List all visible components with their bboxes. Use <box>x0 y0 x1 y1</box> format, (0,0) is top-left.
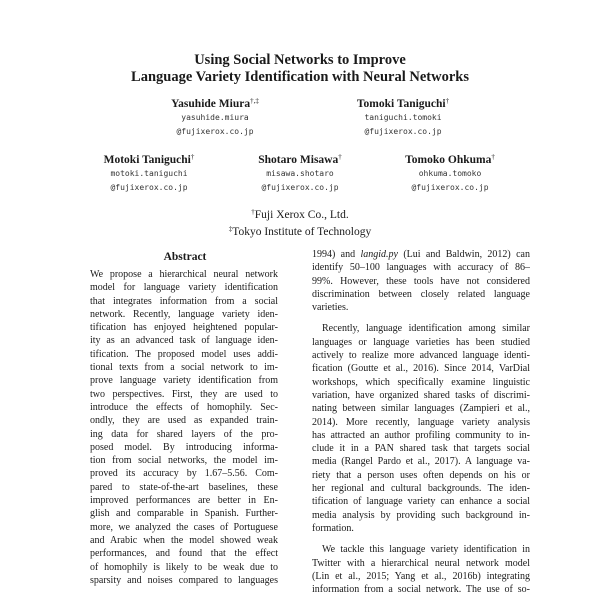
intro-line: We tackle this language variety identification in <box>322 544 530 556</box>
intro-line: workshops, which specifically examine linguistic <box>312 376 530 388</box>
intro-line: riety that a person uses often depends on his or <box>312 469 530 481</box>
author-email-user: yasuhide.miura <box>181 113 249 122</box>
affiliations <box>0 205 600 239</box>
abstract-line: prove language variety identification from <box>90 375 278 387</box>
abstract-line: tion from social networks, the model im- <box>90 455 278 467</box>
paragraph-gap <box>312 535 530 543</box>
affiliation-fuji-xerox <box>0 205 600 222</box>
abstract-line: ing data for shared layers of the pro- <box>90 428 278 440</box>
abstract-line: network. Recently, language variety iden- <box>90 308 278 320</box>
intro-line: has attracted an author profiling community to in- <box>312 429 530 441</box>
text-run: 1994) and <box>312 249 361 260</box>
abstract-line: tional texts from a social network to im- <box>90 362 278 374</box>
abstract-line: of homophily is likely to be weak due to <box>90 561 278 573</box>
langid-tool-name: langid.py <box>360 249 398 260</box>
author-tomoki-taniguchi <box>318 94 488 139</box>
author-email-user: motoki.taniguchi <box>110 169 188 178</box>
author-motoki-taniguchi <box>74 150 224 195</box>
affiliation-mark: † <box>251 208 255 216</box>
intro-line: 2014). More recently, language variety analysis <box>312 416 530 428</box>
author-yasuhide-miura <box>130 94 300 139</box>
author-mark: † <box>338 153 342 161</box>
paragraph-gap <box>312 314 530 322</box>
abstract-line: sparsity and noises compared to languages <box>90 574 278 586</box>
author-tomoko-ohkuma <box>375 150 525 195</box>
abstract-line: posed model. By introducing informa- <box>90 441 278 453</box>
abstract-line: improved performances are better in En- <box>90 495 278 507</box>
author-email-domain: @fujixerox.co.jp <box>411 183 489 192</box>
intro-line: languages or language varieties has been studied <box>312 336 530 348</box>
intro-line: variation, have organized shared tasks of discrimi- <box>312 389 530 401</box>
intro-line: clude it in a PAN shared task that targets social <box>312 443 530 455</box>
text-run: (Lui and Baldwin, 2012) can <box>397 249 530 260</box>
abstract-line: two perspectives. First, they are used to <box>90 388 278 400</box>
author-email-user: misawa.shotaro <box>266 169 334 178</box>
title-line-2: Language Variety Identification with Neural Networks <box>131 69 469 85</box>
intro-line: 99%. However, these tools have not considered <box>312 275 530 287</box>
abstract-line: We propose a hierarchical neural network <box>90 269 278 280</box>
intro-line: nating between similar languages (Zampieri et al., <box>312 403 530 415</box>
author-mark: † <box>190 153 195 161</box>
abstract-line: ondly, they are used as expanded train- <box>90 415 278 427</box>
title-line-1: Using Social Networks to Improve <box>194 52 406 68</box>
abstract-line: model for language variety identification <box>90 282 278 294</box>
paper-title <box>0 52 600 86</box>
abstract-body <box>90 268 278 587</box>
abstract-line: performances, and found that the effect <box>90 548 278 560</box>
intro-line: discrimination between closely related language <box>312 288 530 300</box>
author-email-user: ohkuma.tomoko <box>418 169 482 178</box>
abstract-line: pared to state-of-the-art baselines, these <box>90 481 278 493</box>
abstract-line: proved its accuracy by 1.67–5.56. Com- <box>90 468 278 480</box>
intro-line: her regional and cultural backgrounds. The iden- <box>312 483 530 495</box>
author-email-domain: @fujixerox.co.jp <box>364 127 442 136</box>
intro-line: tification of language variety can enhance a social <box>312 496 530 508</box>
author-shotaro-misawa <box>225 150 375 195</box>
author-name: Tomoki Taniguchi <box>356 98 446 110</box>
affiliation-tokyo-tech <box>0 222 600 239</box>
abstract-line: and Arabic when the model showed weak <box>90 534 278 546</box>
author-mark: † <box>491 153 495 161</box>
author-name: Yasuhide Miura <box>171 98 251 110</box>
author-name: Motoki Taniguchi <box>103 154 191 166</box>
intro-line: Recently, language identification among similar <box>322 323 530 335</box>
intro-column <box>312 248 530 596</box>
author-email-domain: @fujixerox.co.jp <box>110 183 188 192</box>
affiliation-name: Tokyo Institute of Technology <box>232 226 372 238</box>
author-name: Shotaro Misawa <box>258 154 339 166</box>
intro-line: Twitter with a hierarchical neural network model <box>312 557 530 569</box>
abstract-line: ity as an advanced task of language iden- <box>90 335 278 347</box>
intro-line <box>312 248 530 261</box>
author-mark: †,‡ <box>250 97 259 105</box>
abstract-line: that integrates information from a social <box>90 295 278 307</box>
intro-line: identify 50–100 languages with accuracy of 86– <box>312 262 530 274</box>
intro-line: media analysis by providing such background in- <box>312 509 530 521</box>
author-name: Tomoko Ohkuma <box>405 154 492 166</box>
author-email-domain: @fujixerox.co.jp <box>261 183 339 192</box>
intro-line: (Lin et al., 2015; Yang et al., 2016b) integrating <box>312 570 530 582</box>
author-mark: † <box>445 97 450 105</box>
intro-line: actively to realize more advanced language identi- <box>312 350 530 362</box>
intro-line: information from a social network. The use of so- <box>312 584 530 596</box>
abstract-line: introduce the effects of homophily. Sec- <box>90 401 278 413</box>
abstract-line: more, we analyzed the cases of Portuguese <box>90 521 278 533</box>
abstract-line: tification. The proposed model uses addi- <box>90 348 278 360</box>
intro-line: formation. <box>312 522 354 534</box>
affiliation-mark: ‡ <box>228 225 233 233</box>
affiliation-name: Fuji Xerox Co., Ltd. <box>254 209 349 221</box>
abstract-line: glish and comparable in Spanish. Further- <box>90 508 278 520</box>
intro-line: fication (Goutte et al., 2016). Since 2014, VarDial <box>312 363 530 375</box>
author-email-domain: @fujixerox.co.jp <box>176 127 254 136</box>
intro-line: media (Rangel Pardo et al., 2017). A language va- <box>312 456 530 468</box>
abstract-heading: Abstract <box>163 251 207 263</box>
abstract-line: tification has enjoyed heightened popular- <box>90 322 278 334</box>
author-email-user: taniguchi.tomoki <box>364 113 442 122</box>
intro-line: varieties. <box>312 302 349 314</box>
